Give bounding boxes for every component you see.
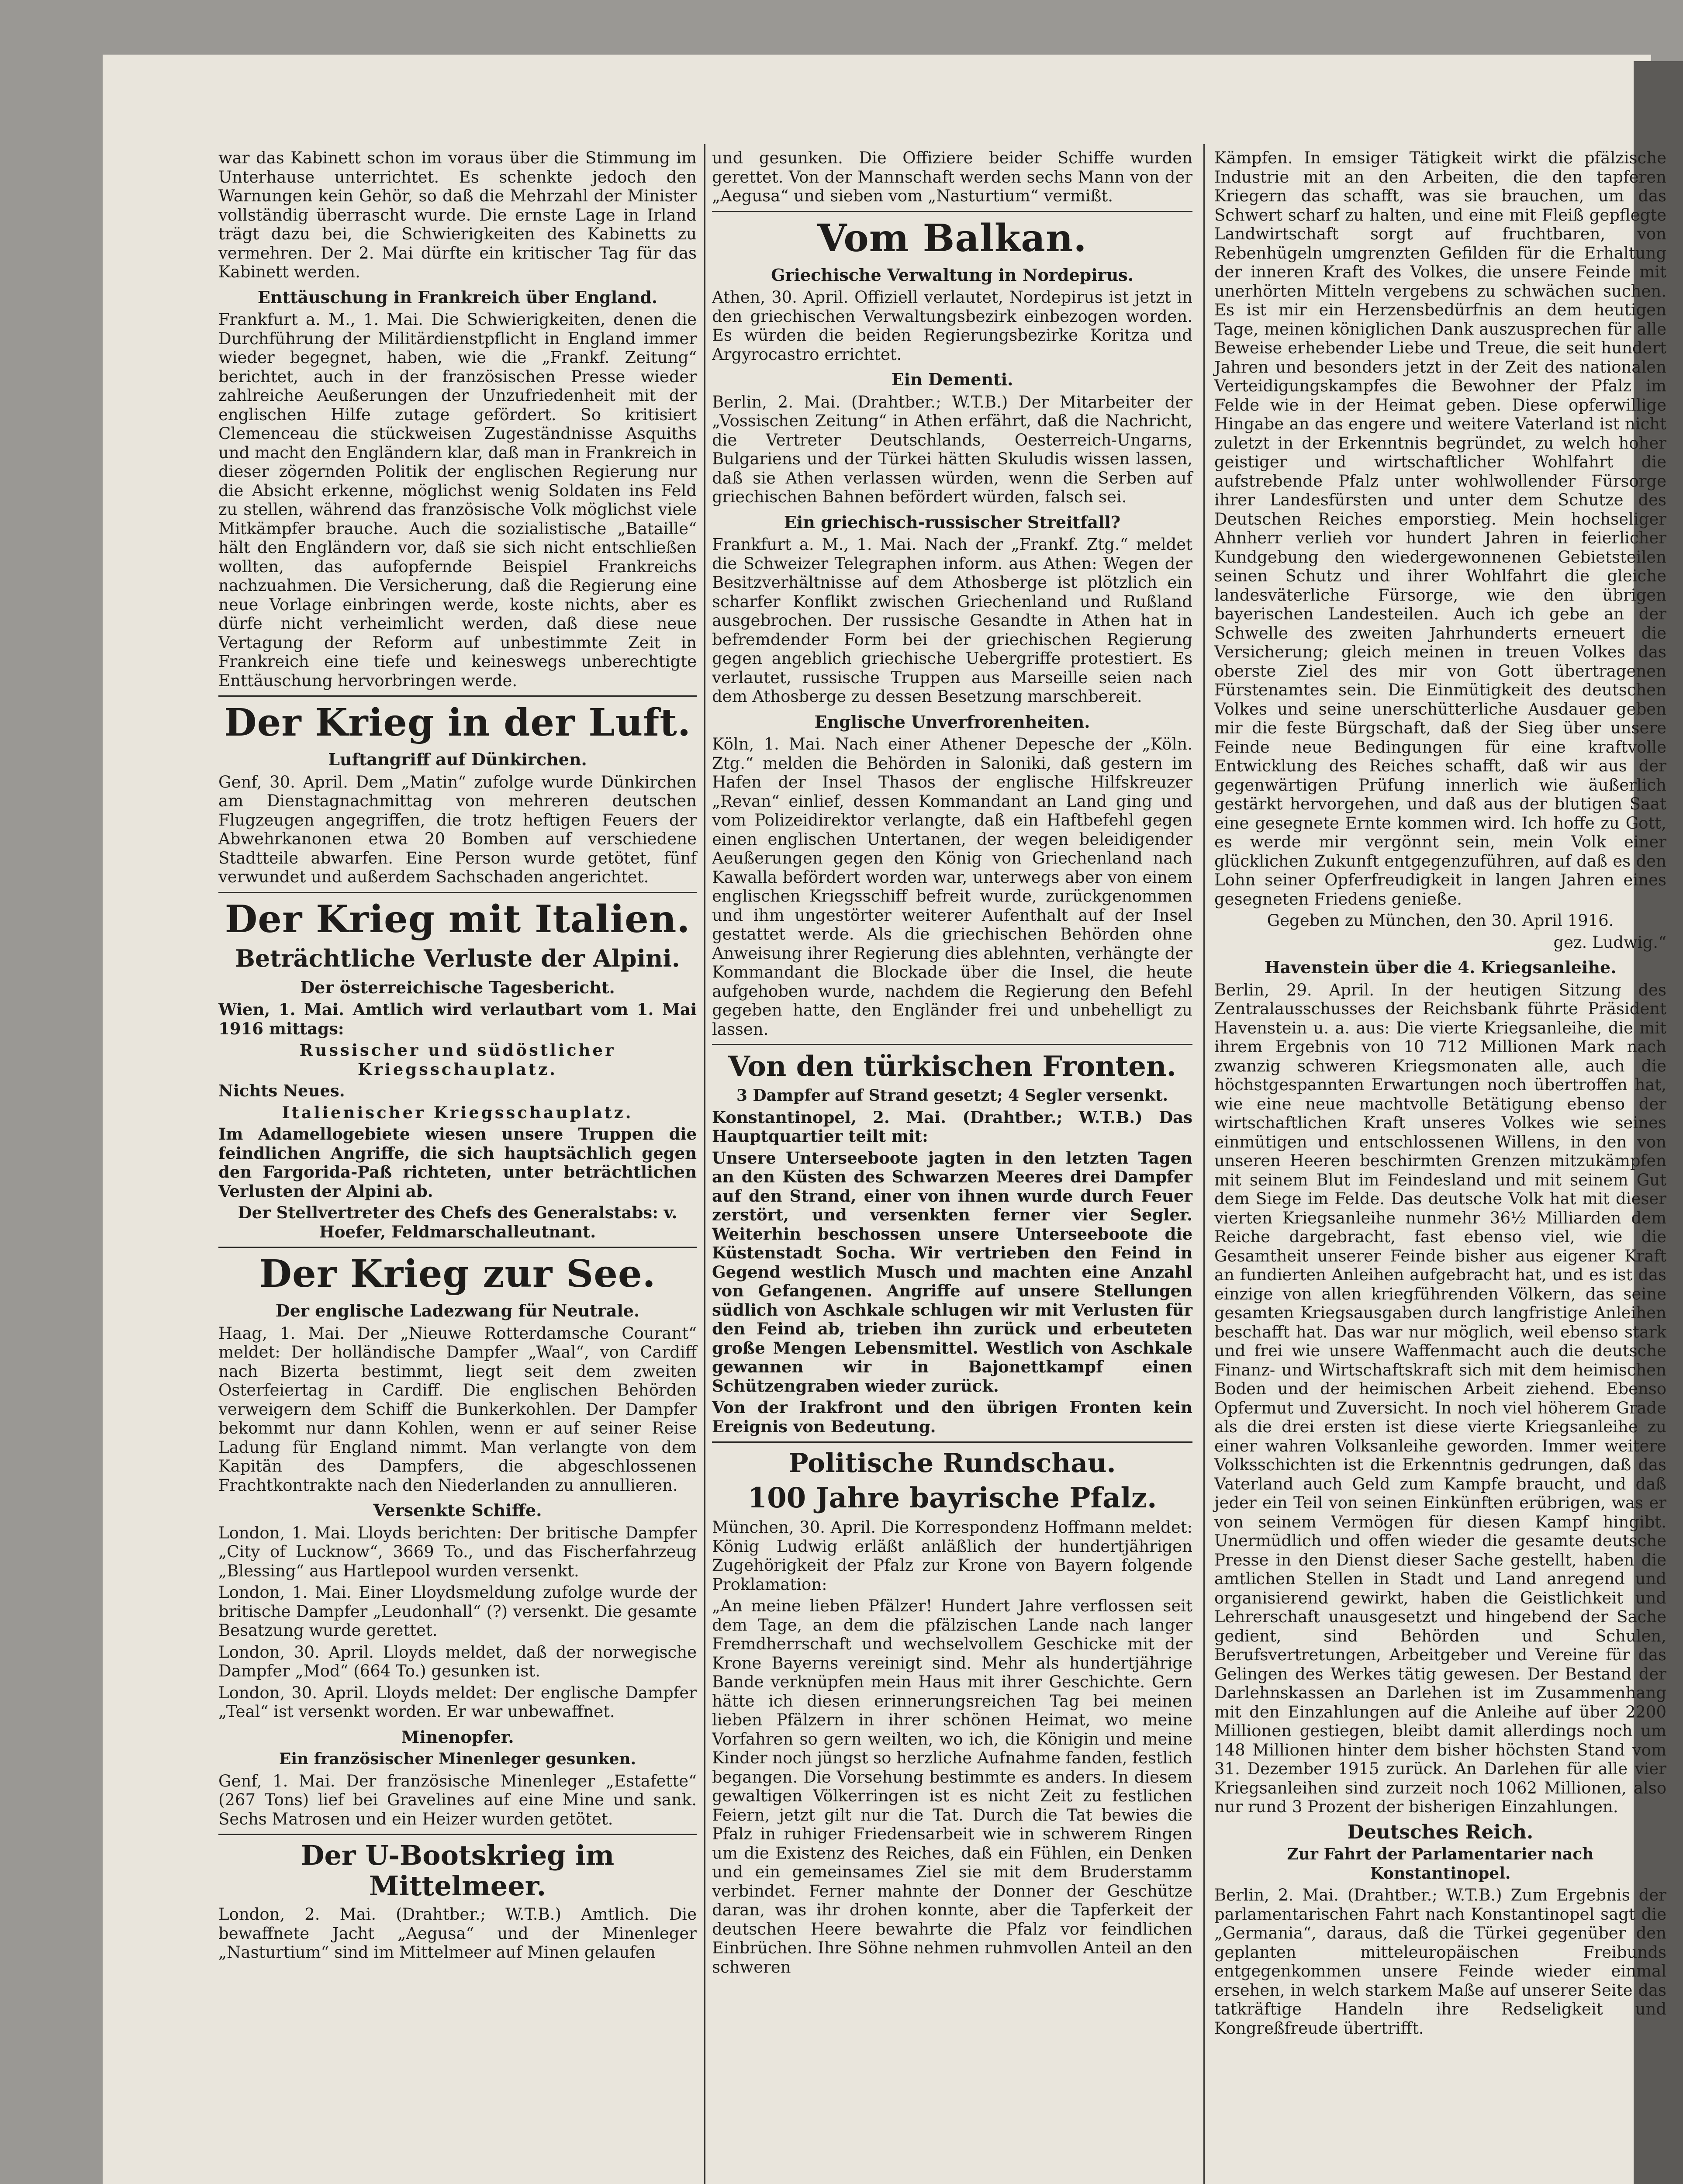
- heading-ital-kriegsschauplatz: Italienischer Kriegsschauplatz.: [282, 1102, 633, 1122]
- article-konstantinopel: Konstantinopel, 2. Mai. (Drahtber.; W.T.B.) Das Hauptquartier teilt mit:: [712, 1107, 1192, 1146]
- text-datum: Gegeben zu München, den 30. April 1916.: [1267, 911, 1614, 930]
- section-divider: [218, 892, 697, 893]
- headline-ladezwang: Der englische Ladezwang für Neutrale.: [275, 1301, 640, 1320]
- article-genf-minen: Genf, 1. Mai. Der französische Minenleger „Estafette“ (267 Tons) lief bei Gravelines auf eine Mine und sank. Sechs Matrosen und ein Heizer wurden getötet.: [218, 1771, 697, 1828]
- section-title-italien: Der Krieg mit Italien.: [225, 897, 691, 941]
- headline-pfalz: 100 Jahre bayrische Pfalz.: [747, 1482, 1157, 1514]
- section-divider: [712, 1441, 1192, 1443]
- headline-dementi: Ein Dementi.: [891, 370, 1013, 389]
- section-divider: [218, 695, 697, 697]
- article-athen: Athen, 30. April. Offiziell verlautet, Nordepirus ist jetzt in den griechischen Verwaltungsbezirk einbezogen worden. Es würden die beiden Regierungsbezirke Koritza und Argyrocastro errichtet.: [712, 288, 1192, 364]
- section-divider: [712, 1044, 1192, 1045]
- heading-russ-kriegsschauplatz: Russischer und südöstlicher Kriegsschauplatz.: [299, 1040, 616, 1079]
- subtitle-alpini: Beträchtliche Verluste der Alpini.: [235, 944, 680, 972]
- headline-luftangriff: Luftangriff auf Dünkirchen.: [328, 750, 587, 769]
- headline-streitfall: Ein griechisch-russischer Streitfall?: [784, 512, 1121, 532]
- section-title-balkan: Vom Balkan.: [817, 216, 1087, 260]
- headline-nordepirus: Griechische Verwaltung in Nordepirus.: [771, 265, 1134, 285]
- section-title-see: Der Krieg zur See.: [259, 1252, 656, 1296]
- article-muenchen: München, 30. April. Die Korrespondenz Hoffmann meldet: König Ludwig erläßt anläßlich der hundertjährigen Zugehörigkeit der Pfalz zur Krone von Bayern folgende Proklamation:: [712, 1518, 1192, 1594]
- article-wien: Wien, 1. Mai. Amtlich wird verlautbart vom 1. Mai 1916 mittags:: [218, 1000, 697, 1038]
- article-london-2: London, 1. Mai. Einer Lloydsmeldung zufolge wurde der britische Dampfer „Leudonhall“ (?) versenkt. Die gesamte Besatzung wurde gerettet.: [218, 1583, 697, 1640]
- headline-parlamentarier: Zur Fahrt der Parlamentarier nach Konstantinopel.: [1287, 1845, 1594, 1883]
- article-continued: war das Kabinett schon im voraus über die Stimmung im Unterhause unterrichtet. Es schenkte jedoch den Warnungen kein Gehör, so daß die Mehrzahl der Minister vollständig überrascht wurde. Die ernste Lage in Irland trägt dazu bei, die Schwierigkeiten des Kabinetts zu vermehren. Der 2. Mai dürfte ein kritischer Tag für das Kabinett werden.: [218, 149, 697, 281]
- section-title-deutsches-reich: Deutsches Reich.: [1347, 1821, 1534, 1843]
- headline-versenkte-schiffe: Versenkte Schiffe.: [373, 1500, 542, 1520]
- article-london-1: London, 1. Mai. Lloyds berichten: Der britische Dampfer „City of Lucknow“, 3669 To., und das Fischerfahrzeug „Blessing“ aus Hartlepool wurden versenkt.: [218, 1523, 697, 1580]
- article-proklamation: „An meine lieben Pfälzer! Hundert Jahre verflossen seit dem Tage, an dem die pfälzischen Lande nach langer Fremdherrschaft und wechselvollem Geschicke mit der Krone Bayerns vereinigt sind. Mehr als hundertjährige Bande verknüpfen mein Haus mit ihrer Geschichte. Gern hätte ich diesen erinnerungsreichen Tag bei meinen lieben Pfälzern in ihrer schönen Heimat, wo meine Vorfahren so gern weilten, wo ich, die Königin und meine Kinder noch jüngst so herzliche Aufnahme fanden, festlich begangen. Die Vorsehung bestimmte es anders. In diesem gewaltigen Völkerringen ist es nicht Zeit zu festlichen Feiern, jetzt gilt nur die Tat. Durch die Tat bewies die Pfalz in ruhiger Friedensarbeit wie in schwerem Ringen um die Existenz des Reiches, daß ein Fühlen, ein Denken und ein gemeinsames Ziel sie mit dem Bruderstamm verbindet. Ferner mahnte der Donner der Geschütze daran, was ihr drohen konnte, aber die Tapferkeit der deutschen Heere bewahrte die Pfalz vor feindlichen Einbrüchen. Ihre Söhne nehmen ruhmvollen Anteil an den schweren: [712, 1597, 1192, 1977]
- article-haag: Haag, 1. Mai. Der „Nieuwe Rotterdamsche Courant“ meldet: Der holländische Dampfer „Waal“, von Cardiff nach Bizerta bestimmt, liegt seit dem zweiten Osterfeiertag in Cardiff. Die englischen Behörden verweigern dem Schiff die Bunkerkohlen. Der Dampfer bekommt nur dann Kohlen, wenn er auf seiner Reise Ladung für England nimmt. Man verlangte von dem Kapitän des Dampfers, die abgeschlossenen Frachtkontrakte nach den Niederlanden zu annullieren.: [218, 1324, 697, 1495]
- column-rule-1: [704, 144, 705, 2184]
- article-berlin-parl: Berlin, 2. Mai. (Drahtber.; W.T.B.) Zum Ergebnis der parlamentarischen Fahrt nach Konstantinopel sagt die „Germania“, daraus, daß die Türkei gegenüber den geplanten mitteleuropäischen Freibunds entgegenkommen unsere Feinde wieder einmal ersehen, in welch starkem Maße auf unserer Seite das tatkräftige Handeln ihre Redseligkeit und Kongreßfreude übertrifft.: [1214, 1886, 1666, 2038]
- article-genf-luft: Genf, 30. April. Dem „Matin“ zufolge wurde Dünkirchen am Dienstagnachmittag von mehreren deutschen Flugzeugen angegriffen, die trotz heftigen Feuers der Abwehrkanonen etwa 20 Bomben auf verschiedene Stadtteile abwarfen. Eine Person wurde getötet, fünf verwundet und außerdem Sachschaden angerichtet.: [218, 772, 697, 886]
- section-divider: [218, 1247, 697, 1248]
- article-havenstein: Berlin, 29. April. In der heutigen Sitzung des Zentralausschusses der Reichsbank führte Präsident Havenstein u. a. aus: Die vierte Kriegsanleihe, die mit ihrem Ergebnis von 10 712 Millionen Mark nach zwanzig schweren Kriegsmonaten alle, auch die höchstgespannten Erwartungen noch übertroffen hat, wie eine neue machtvolle Betätigung ebenso der wirtschaftlichen Kraft unseres Volkes wie seines einmütigen und entschlossenen Willens, in den von unseren Heeren beschirmten Grenzen mitzukämpfen mit seinem Blut im Feindesland und mit seinem Gut dem Siege im Felde. Das deutsche Volk hat mit dieser vierten Kriegsanleihe nunmehr 36½ Milliarden dem Reiche dargebracht, fast ebenso viel, wie die Gesamtheit unserer Feinde bisher aus eigener Kraft an fundierten Anleihen aufgebracht hat, und es ist das einzige von allen kriegführenden Völkern, das seine gesamten Kriegsausgaben durch langfristige Anleihen beschafft hat. Das war nur möglich, weil ebenso stark und frei wie unsere Waffenmacht auch die deutsche Finanz- und Wirtschaftskraft sich mit dem heimischen Boden und der heimischen Arbeit ziehend. Ebenso Opfermut und Zuversicht. In noch viel höherem Grade als die drei ersten ist diese vierte Kriegsanleihe zu einer wahren Volksanleihe geworden. Immer weitere Volksschichten ist die Erkenntnis gedrungen, daß das Vaterland auch Geld zum Kampfe braucht, und daß jeder ein Teil von seinen Einkünften erübrigen, was er von seinem Vermögen für diesen Kampf hingibt. Unermüdlich und offen wieder die gesamte deutsche Presse in den Dienst dieser Sache gestellt, haben die amtlichen Stellen in Stadt und Land anregend und organisierend gewirkt, haben die Geistlichkeit und Lehrerschaft unausgesetzt und hingebend der Sache gedient, sind Behörden und Schulen, Berufsvertretungen, Arbeitgeber und Vereine für das Gelingen des Werkes tätig gewesen. Der Bestand der Darlehnskassen an Darlehen ist im Zusammenhang mit den Einzahlungen auf die Anleihe auf über 2200 Millionen gestiegen, bleibt damit allerdings noch um 148 Millionen hinter dem bisher höchsten Stand vom 31. Dezember 1915 zurück. An Darlehen für alle vier Kriegsanleihen sind zurzeit noch 1062 Millionen, also nur rund 3 Prozent der bisherigen Einzahlungen.: [1214, 980, 1666, 1816]
- article-london-4: London, 30. April. Lloyds meldet: Der englische Dampfer „Teal“ ist versenkt worden. Er war unbewaffnet.: [218, 1683, 697, 1721]
- headline-tagesbericht: Der österreichische Tagesbericht.: [300, 977, 615, 997]
- article-unterseeboote: Unsere Unterseeboote jagten in den letzten Tagen an den Küsten des Schwarzen Meeres drei Dampfer auf den Strand, einer von ihnen wurde durch Feuer zerstört, und versenkten ferner vier Segler. Weiterhin beschossen unsere Unterseeboote die Küstenstadt Socha. Wir vertrieben den Feind in Gegend westlich Musch und machten eine Anzahl von Gefangenen. Angriffe auf unsere Stellungen südlich von Aschkale schlugen wir mit Verlusten für den Feind ab, trieben ihn zurück und erbeuteten große Mengen Lebensmittel. Westlich von Aschkale gewannen wir in Bajonettkampf einen Schützengraben wieder zurück.: [712, 1148, 1192, 1396]
- headline-havenstein: Havenstein über die 4. Kriegsanleihe.: [1264, 957, 1617, 977]
- signature-hoefer: Der Stellvertreter des Chefs des Generalstabs: v. Hoefer, Feldmarschalleutnant.: [238, 1203, 677, 1241]
- article-proklamation-cont: Kämpfen. In emsiger Tätigkeit wirkt die pfälzische Industrie mit an den Arbeiten, die den tapferen Kriegern das schafft, was sie brauchen, um das Schwert scharf zu halten, und eine mit Fleiß gepflegte Landwirtschaft sorgt auf fruchtbaren, von Rebenhügeln umgrenzten Gefilden für die Erhaltung der inneren Kraft des Volkes, die unsere Feinde mit unerhörten Mitteln vergebens zu schwächen suchen. Es ist mir ein Herzensbedürfnis an dem heutigen Tage, meinen königlichen Dank auszusprechen für alle Beweise erhebender Liebe und Treue, die seit hundert Jahren und besonders jetzt in der Zeit des nationalen Verteidigungskampfes die Bewohner der Pfalz im Felde wie in der Heimat geben. Diese opferwillige Hingabe an das engere und weitere Vaterland ist nicht zuletzt in der Erkenntnis begründet, zu welch hoher geistiger und wirtschaftlicher Wohlfahrt die aufstrebende Pfalz unter wohlwollender Fürsorge ihrer Landesfürsten und unter dem Schutze des Deutschen Reiches emporstieg. Mein hochseliger Ahnherr verlieh vor hundert Jahren in feierlicher Kundgebung den wiedergewonnenen Gebietsteilen seinen Schutz und ihrer Wohlfahrt die gleiche landesväterliche Fürsorge, wie den übrigen bayerischen Landesteilen. Auch ich gebe an der Schwelle des zweiten Jahrhunderts erneuert die Versicherung; gleich meinen in treuen Volkes das oberste Ziel des mir von Gott übertragenen Fürstenamtes sein. Die Einmütigkeit des deutschen Volkes und seine unerschütterliche Ausdauer geben mir die feste Bürgschaft, daß der Sieg über unsere Feinde neue Bedingungen für eine kraftvolle Entwicklung des Reiches schafft, daß wir aus der gegenwärtigen Prüfung innerlich wie äußerlich gestärkt hervorgehen, und daß aus der blutigen Saat eine gesegnete Ernte kommen wird. Ich hoffe zu Gott, es werde mir vergönnt sein, mein Volk einer glücklichen Zukunft entgegenzuführen, auf daß es den Lohn seiner Opferfreudigkeit in langen Jahren eines gesegneten Friedens genieße.: [1214, 149, 1666, 909]
- column-left: [218, 149, 697, 1965]
- headline-unverfrorenheiten: Englische Unverfrorenheiten.: [814, 712, 1090, 732]
- article-frankfurt-athos: Frankfurt a. M., 1. Mai. Nach der „Frankf. Ztg.“ meldet die Schweizer Telegraphen inform. aus Athen: Wegen der Besitzverhältnisse auf dem Athosberge ist plötzlich ein scharfer Konflikt zwischen Griechenland und Rußland ausgebrochen. Der russische Gesandte in Athen hat in befremdender Form bei der griechischen Regierung gegen angeblich griechische Uebergriffe protestiert. Es verlautet, russische Truppen aus Marseille seien nach dem Athosberge zu dessen Besetzung marschbereit.: [712, 535, 1192, 706]
- article-continued: und gesunken. Die Offiziere beider Schiffe wurden gerettet. Von der Mannschaft werden sechs Mann von der „Aegusa“ und sieben vom „Nasturtium“ vermißt.: [712, 149, 1192, 205]
- section-title-luft: Der Krieg in der Luft.: [224, 701, 691, 745]
- text-nichts-neues: Nichts Neues.: [218, 1081, 345, 1100]
- article-irakfront: Von der Irakfront und den übrigen Fronten kein Ereignis von Bedeutung.: [712, 1398, 1192, 1436]
- column-middle: [712, 149, 1192, 1979]
- headline-dampfer: 3 Dampfer auf Strand gesetzt; 4 Segler versenkt.: [736, 1086, 1168, 1105]
- section-divider: [712, 211, 1192, 212]
- article-berlin-dementi: Berlin, 2. Mai. (Drahtber.; W.T.B.) Der Mitarbeiter der „Vossischen Zeitung“ in Athen erfährt, daß die Nachricht, die Vertreter Deutschlands, Oesterreich-Ungarns, Bulgariens und der Türkei hätten Skuludis wissen lassen, daß sie Athen verlassen würden, wenn die Serben auf griechischen Bahnen befördert würden, falsch sei.: [712, 392, 1192, 506]
- column-rule-2: [1203, 144, 1205, 2184]
- article-koeln: Köln, 1. Mai. Nach einer Athener Depesche der „Köln. Ztg.“ melden die Behörden in Saloniki, daß gestern im Hafen der Insel Thasos der englische Hilfskreuzer „Revan“ einlief, dessen Kommandant an Land ging und vom Polizeidirektor verlangte, daß ein Haftbefehl gegen einen englischen Untertanen, der wegen beleidigender Aeußerungen gegen den König von Griechenland nach Kawalla befördert worden war, unterwegs aber von einem englischen Kriegsschiff befreit wurde, zurückgenommen und ihm ungestörter weiterer Aufenthalt auf der Insel gestattet werde. Als die griechischen Behörden ohne Anweisung ihrer Regierung dies ablehnten, verhängte der Kommandant die Blockade über die Insel, die heute aufgehoben wurde, nachdem die Regierung den Befehl gegeben hatte, den Engländer frei und unbehelligt zu lassen.: [712, 735, 1192, 1039]
- column-right: [1214, 149, 1666, 2040]
- section-title-rundschau: Politische Rundschau.: [788, 1448, 1116, 1479]
- article-adamello: Im Adamellogebiete wiesen unsere Truppen die feindlichen Angriffe, die sich hauptsächlich gegen den Fargorida-Paß richteten, unter beträchtlichen Verlusten der Alpini ab.: [218, 1124, 697, 1201]
- article-frankfurt: Frankfurt a. M., 1. Mai. Die Schwierigkeiten, denen die Durchführung der Militärdienstpflicht in England immer wieder begegnet, haben, wie die „Frankf. Zeitung“ berichtet, auch in der französischen Presse wieder zahlreiche Aeußerungen der Unzufriedenheit mit der englischen Hilfe zutage gefördert. So kritisiert Clemenceau die stückweisen Zugeständnisse Asquiths und macht den Engländern klar, daß man in Frankreich in dieser zögernden Politik der englischen Regierung nur die Absicht erkenne, möglichst wenig Soldaten ins Feld zu stellen, während das französische Volk möglichst viele Mitkämpfer brauche. Auch die sozialistische „Bataille“ hält den Engländern vor, daß sie sich nicht entschließen wollten, das aufopfernde Beispiel Frankreichs nachzuahmen. Die Versicherung, daß die Regierung eine neue Vorlage einbringen werde, koste nichts, aber es dürfe nicht verheimlicht werden, daß diese neue Vertagung der Reform auf unbestimmte Zeit in Frankreich eine tiefe und keineswegs unberechtigte Enttäuschung hervorbringen werde.: [218, 310, 697, 690]
- section-title-tuerkische-fronten: Von den türkischen Fronten.: [728, 1050, 1176, 1083]
- article-london-3: London, 30. April. Lloyds meldet, daß der norwegische Dampfer „Mod“ (664 To.) gesunken ist.: [218, 1642, 697, 1680]
- headline-minenleger: Ein französischer Minenleger gesunken.: [279, 1750, 636, 1768]
- section-divider: [218, 1834, 697, 1835]
- section-title-ubootskrieg: Der U-Bootskrieg im Mittelmeer.: [301, 1839, 615, 1902]
- headline-enttaeuschung: Enttäuschung in Frankreich über England.: [257, 287, 658, 307]
- article-london-5: London, 2. Mai. (Drahtber.; W.T.B.) Amtlich. Die bewaffnete Jacht „Aegusa“ und der Minenleger „Nasturtium“ sind im Mittelmeer auf Minen gelaufen: [218, 1905, 697, 1962]
- headline-minenopfer: Minenopfer.: [401, 1727, 514, 1747]
- signature-ludwig: gez. Ludwig.“: [1553, 933, 1666, 952]
